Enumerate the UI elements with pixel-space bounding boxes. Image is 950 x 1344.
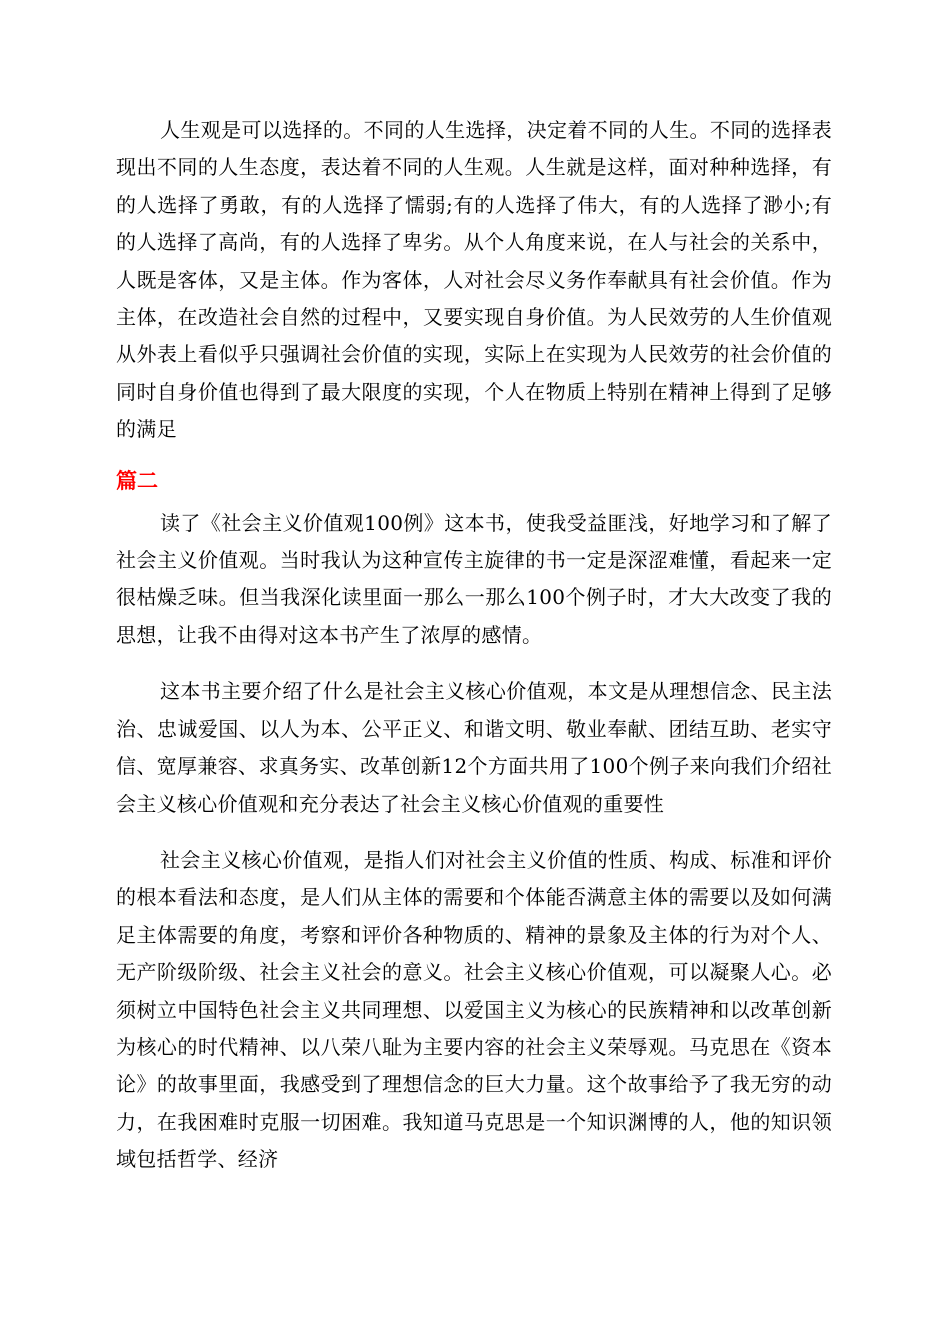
paragraph-core-values: 社会主义核心价值观，是指人们对社会主义价值的性质、构成、标准和评价的根本看法和态度，是人们从主体的需要和个体能否满意主体的需要以及如何满足主体需要的角度，考察和评价各种物质的、精神的景象及主体的行为对个人、无产阶级阶级、社会主义社会的意义。社会主义核心价值观，可以凝聚人心。必须树立中国特色社会主义共同理想、以爱国主义为核心的民族精神和以改革创新为核心的时代精神、以八荣八耻为主要内容的社会主义荣辱观。马克思在《资本论》的故事里面，我感受到了理想信念的巨大力量。这个故事给予了我无穷的动力，在我困难时克服一切困难。我知道马克思是一个知识渊博的人，他的知识领域包括哲学、经济: [116, 847, 832, 1172]
section-heading-part-two: 篇二: [116, 468, 158, 493]
paragraph-book-content: 这本书主要介绍了什么是社会主义核心价值观，本文是从理想信念、民主法治、忠诚爱国、以人为本、公平正义、和谐文明、敬业奉献、团结互助、老实守信、宽厚兼容、求真务实、改革创新12个方面共用了100个例子来向我们介绍社会主义核心价值观和充分表达了社会主义核心价值观的重要性: [116, 679, 832, 816]
paragraph-book-intro: 读了《社会主义价值观100例》这本书，使我受益匪浅，好地学习和了解了社会主义价值观。当时我认为这种宣传主旋律的书一定是深涩难懂，看起来一定很枯燥乏味。但当我深化读里面一那么一那么100个例子时，才大大改变了我的思想，让我不由得对这本书产生了浓厚的感情。: [116, 510, 832, 647]
document-body: [116, 112, 832, 1179]
paragraph-life-view: 人生观是可以选择的。不同的人生选择，决定着不同的人生。不同的选择表现出不同的人生态度，表达着不同的人生观。人生就是这样，面对种种选择，有的人选择了勇敢，有的人选择了懦弱;有的人选择了伟大，有的人选择了渺小;有的人选择了高尚，有的人选择了卑劣。从个人角度来说，在人与社会的关系中，人既是客体，又是主体。作为客体，人对社会尽义务作奉献具有社会价值。作为主体，在改造社会自然的过程中，又要实现自身价值。为人民效劳的人生价值观从外表上看似乎只强调社会价值的实现，实际上在实现为人民效劳的社会价值的同时自身价值也得到了最大限度的实现，个人在物质上特别在精神上得到了足够的满足: [116, 118, 832, 442]
